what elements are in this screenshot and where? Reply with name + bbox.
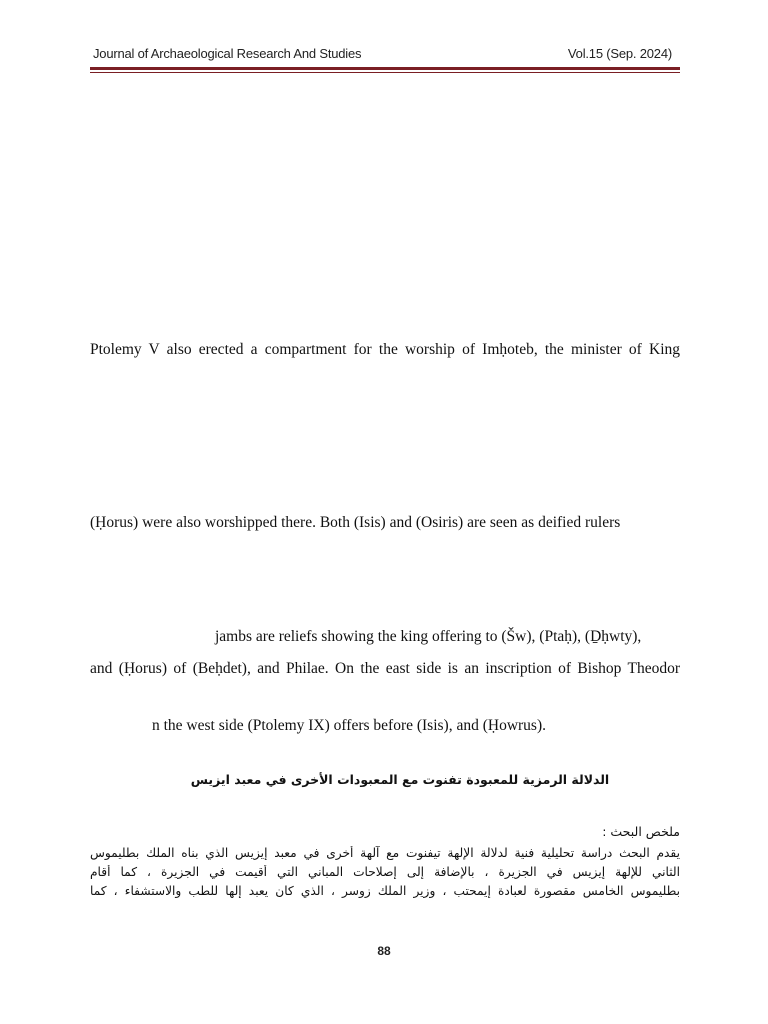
volume-label: Vol.15 (Sep. 2024): [567, 46, 672, 61]
body-line-2: (Ḥorus) were also worshipped there. Both (Isis) and (Osiris) are seen as deified rulers: [90, 514, 621, 531]
journal-title: Journal of Archaeological Research And Studies: [93, 46, 362, 61]
page-number: 88: [377, 944, 391, 958]
arabic-abstract-line-3: بطليموس الخامس مقصورة لعبادة إيمحتب ، وزير الملك زوسر ، الذي كان يعبد إلها للطب والاستشفاء ، كما: [90, 884, 680, 898]
arabic-abstract-heading: ملخص البحث :: [602, 824, 680, 839]
arabic-abstract-line-2: الثاني للإلهة إيزيس في الجزيرة ، بالإضافة إلى إصلاحات المباني التي أقيمت في الجزيرة ، كما أقام: [90, 865, 680, 879]
arabic-abstract-line-1: يقدم البحث دراسة تحليلية فنية لدلالة الإلهة تيفنوت مع آلهة أخرى في معبد إيزيس الذي بناه الملك بطليموس: [90, 846, 680, 860]
body-line-1: Ptolemy V also erected a compartment for the worship of Imḥoteb, the minister of King: [90, 341, 680, 358]
body-line-5: n the west side (Ptolemy IX) offers before (Isis), and (Ḥowrus).: [152, 717, 547, 734]
header-rule-thick: [90, 67, 680, 70]
header-rule-thin: [90, 72, 680, 73]
body-line-3: jambs are reliefs showing the king offering to (Šw), (Ptaḥ), (Ḏḥwty),: [215, 628, 642, 645]
arabic-title: الدلالة الرمزية للمعبودة تفنوت مع المعبودات الأخرى في معبد ايزيس: [190, 772, 610, 787]
body-line-4: and (Ḥorus) of (Beḥdet), and Philae. On the east side is an inscription of Bishop Theodor: [90, 660, 680, 677]
